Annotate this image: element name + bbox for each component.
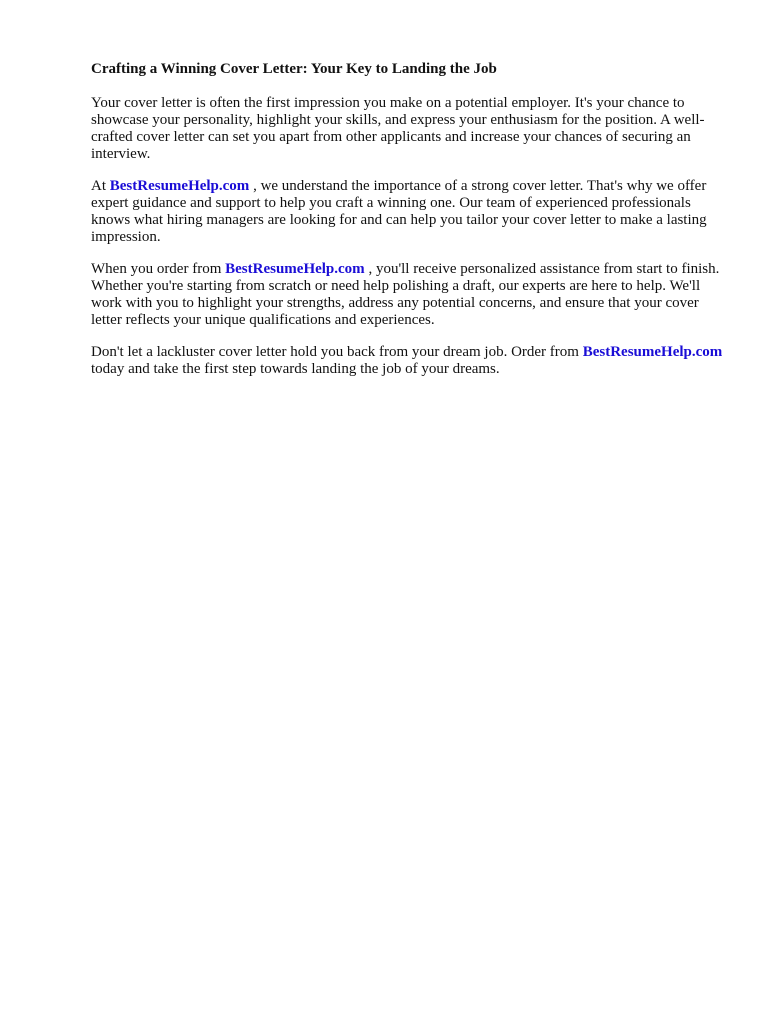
paragraph-text: Don't let a lackluster cover letter hold you back from your dream job. Order from — [91, 344, 583, 360]
paragraph-order — [91, 261, 727, 329]
paragraph-text: At — [91, 178, 110, 194]
bestresumehelp-link[interactable]: BestResumeHelp.com — [225, 261, 365, 277]
paragraph-about — [91, 178, 727, 246]
bestresumehelp-link[interactable]: BestResumeHelp.com — [109, 178, 250, 194]
paragraph-closing — [91, 344, 727, 378]
document-body — [91, 60, 727, 393]
paragraph-text: When you order from — [91, 261, 226, 277]
paragraph-intro: Your cover letter is often the first impression you make on a potential employer. It's your chance to showcase your personality, highlight your skills, and express your enthusiasm for the position. A well-crafted cover letter can set you apart from other applicants and increase your chances of securing an interview. — [91, 95, 705, 162]
paragraph-text: , you'll receive personalized assistance from start to finish. Whether you're starting from scratch or need help polishing a draft, our experts are here to help. We'll work with you to highlight your strengths, address any potential concerns, and ensure that your cover letter reflects your unique qualifications and experiences. — [91, 261, 720, 328]
paragraph-text: , we understand the importance of a strong cover letter. That's why we offer expert guidance and support to help you craft a winning one. Our team of experienced professionals knows what hiring managers are looking for and can help you tailor your cover letter to make a lasting impression. — [91, 178, 707, 245]
document-title: Crafting a Winning Cover Letter: Your Key to Landing the Job — [91, 61, 497, 77]
bestresumehelp-link[interactable]: BestResumeHelp.com — [582, 344, 723, 360]
paragraph-text: today and take the first step towards landing the job of your dreams. — [91, 361, 500, 377]
